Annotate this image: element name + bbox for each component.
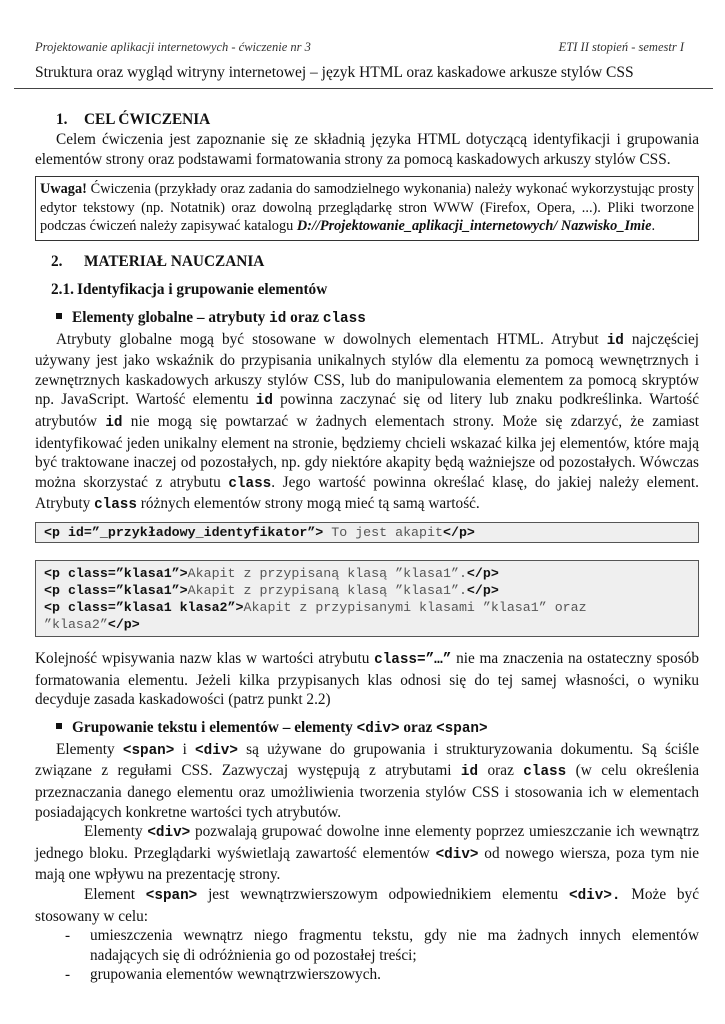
note-text: Ćwiczenia (przykłady oraz zadania do samodzielnego wykonania) należy wykonać wykorzystując prosty edytor tekstowy (np. Notatnik) oraz dowolną przeglądarkę stron WWW (Firefox, Opera, ...). Pliki tworzone podczas ćwiczeń należy zapisywać katalogu: [40, 181, 694, 235]
code-example-id: [35, 522, 699, 543]
inline-code: <div>.: [569, 887, 621, 904]
code-line: [44, 582, 690, 599]
page-header: [35, 40, 684, 60]
paragraph-grouping-3: [35, 885, 699, 926]
text: . Jego wartość powinna określać klasę, do jakiej należy element. Atrybuty: [35, 473, 699, 513]
document-body: [35, 110, 699, 985]
code-tag-open: <p class=”klasa1”>: [44, 583, 188, 599]
list-item: [65, 965, 699, 985]
code-tag-close: </p>: [442, 525, 475, 541]
document-title: Struktura oraz wygląd witryny internetowej – język HTML oraz kaskadowe arkusze stylów CSS: [35, 64, 634, 81]
code-tag-open: <p id=”_przykładowy_identyfikator”>: [44, 525, 324, 541]
text: Elementy: [84, 823, 148, 841]
span-uses-list: [65, 926, 699, 985]
section-2-1-number: 2.1.: [51, 280, 74, 298]
paragraph-grouping-2: [35, 822, 699, 885]
inline-code: id: [255, 393, 273, 410]
text: są używane do grupowania i strukturyzowania dokumentu. Są ściśle związane z regułami CSS. Zazwyczaj występują z atrybutami: [35, 740, 699, 780]
code-text: To jest akapit: [323, 525, 443, 541]
inline-code: class=”…”: [374, 652, 452, 669]
text: (w celu określenia przeznaczania danego elementu oraz umożliwienia tworzenia stylów CSS i stosowania ich w elementach posiadających konkretne wartości tych atrybutów.: [35, 762, 699, 821]
text: Może być stosowany w celu:: [35, 885, 699, 925]
text: i: [174, 740, 196, 758]
header-program: ETI II stopień - semestr I: [558, 40, 684, 54]
text: nie ma znaczenia na ostateczny sposób formatowania elementu. Jeżeli kilka przypisanych klas odnosi się do tej samej własności, o wyniku decyduje zasada kaskadowości (patrz punkt 2.2): [35, 650, 699, 709]
inline-code: <span>: [145, 887, 198, 904]
text: Atrybuty globalne mogą być stosowane w dowolnych elementach HTML. Atrybut: [56, 330, 607, 348]
dash-bullet: -: [65, 927, 71, 945]
inline-code: id: [460, 764, 479, 781]
header-course: Projektowanie aplikacji internetowych - ćwiczenie nr 3: [35, 40, 311, 54]
inline-code: id: [105, 415, 123, 432]
bullet-1-text-b: oraz: [286, 308, 323, 326]
bullet-1-text-a: Elementy globalne – atrybuty: [72, 308, 270, 326]
code-tag-open: <p class=”klasa1 klasa2”>: [44, 600, 244, 616]
text: różnych elementów strony mogą mieć tą samą wartość.: [136, 495, 480, 513]
inline-code: <div>: [147, 825, 191, 842]
section-2-number: 2.: [51, 252, 63, 270]
text: od nowego wiersza, poza tym nie mają one wpływu na prezentację strony.: [35, 844, 699, 884]
paragraph-grouping-1: [35, 740, 699, 822]
section-2-heading: [51, 252, 699, 272]
list-item-text: grupowania elementów wewnątrzwierszowych.: [90, 966, 381, 984]
inline-code: <div>: [195, 742, 238, 759]
section-1-text: Celem ćwiczenia jest zapoznanie się ze składnią języka HTML dotyczącą identyfikacji i grupowania elementów strony oraz podstawami formatowania strony za pomocą kaskadowych arkuszy stylów CSS.: [35, 131, 699, 168]
code-example-class: [35, 560, 699, 637]
section-2-1-title: Identyfikacja i grupowanie elementów: [77, 280, 328, 298]
section-1-heading: [56, 110, 699, 130]
paragraph-class-order: [35, 649, 699, 710]
paragraph-attributes: [35, 330, 699, 516]
bullet-1-code-id: id: [269, 310, 287, 327]
code-line: [44, 599, 690, 633]
text: oraz: [478, 762, 524, 780]
code-tag-close: </p>: [466, 566, 499, 582]
note-path: D://Projektowanie_aplikacji_internetowych/ Nazwisko_Imie: [296, 218, 652, 235]
note-box: [35, 176, 699, 241]
bullet-2-text-a: Grupowanie tekstu i elementów – elementy: [72, 718, 357, 736]
bullet-2-code-span: <span>: [436, 720, 488, 737]
bullet-heading-global-attrs: [56, 308, 699, 328]
section-1-number: 1.: [56, 111, 68, 128]
inline-code: class: [94, 497, 137, 514]
section-2-1-heading: [51, 280, 699, 300]
text: Element: [84, 885, 146, 903]
text: nie mogą się powtarzać w żadnych elementach strony. Może się zdarzyć, że zamiast identyfikować jeden unikalny element na stronie, będziemy chcieli wskazać kilka jej elementów, które mają być traktowane inaczej od pozostałych, np. gdy niektóre akapity będą ważniejsze od pozostałych. Wówczas można skorzystać z atrybutu: [35, 413, 699, 491]
bullet-heading-grouping: [56, 718, 699, 738]
text: najczęściej używany jest jako wskaźnik do przypisania unikalnych stylów dla elementu za pomocą wewnętrznych i zewnętrznych kaskadowych arkuszy stylów CSS, lub do manipulowania elementem za pomocą skryptów np. JavaScript. Wartość elementu: [35, 330, 699, 409]
text: powinna zaczynać się od litery lub znaku podkreślinka. Wartość atrybutów: [35, 391, 699, 431]
bullet-2-code-div: <div>: [356, 720, 400, 737]
header-divider: [14, 88, 713, 89]
bullet-1-code-class: class: [322, 310, 366, 327]
code-text: Akapit z przypisaną klasą ”klasa1”.: [187, 566, 467, 582]
note-end: .: [651, 218, 656, 235]
code-text: Akapit z przypisanymi klasami ”klasa1” oraz ”klasa2”: [44, 600, 587, 633]
code-tag-close: </p>: [466, 583, 499, 599]
inline-code: class: [523, 764, 567, 781]
bullet-2-text-b: oraz: [399, 718, 437, 736]
inline-code: <span>: [122, 742, 175, 759]
section-2-title: MATERIAŁ NAUCZANIA: [84, 252, 265, 270]
list-item-text: umieszczenia wewnątrz niego fragmentu tekstu, gdy nie ma żadnych innych elementów nadających się di odróżnienia go od pozostałej treści;: [90, 927, 699, 964]
inline-code: class: [228, 475, 272, 492]
code-line: [44, 565, 690, 582]
text: Elementy: [56, 740, 123, 758]
text: jest wewnątrzwierszowym odpowiednikiem elementu: [197, 885, 569, 903]
square-bullet-icon: [56, 723, 62, 729]
inline-code: <div>: [435, 846, 479, 863]
section-1-title: CEL ĆWICZENIA: [84, 111, 211, 128]
text: Kolejność wpisywania nazw klas w wartości atrybutu: [35, 650, 375, 668]
code-tag-open: <p class=”klasa1”>: [44, 566, 188, 582]
text: pozwalają grupować dowolne inne elementy poprzez umieszczanie ich wewnątrz jednego bloku. Przeglądarki wyświetlają zawartość elementów: [35, 823, 700, 862]
code-tag-close: </p>: [107, 617, 140, 633]
list-item: [65, 926, 699, 965]
square-bullet-icon: [56, 313, 62, 319]
code-text: Akapit z przypisaną klasą ”klasa1”.: [187, 583, 467, 599]
note-label: Uwaga!: [40, 181, 87, 198]
dash-bullet: -: [65, 966, 71, 984]
inline-code: id: [606, 332, 624, 349]
